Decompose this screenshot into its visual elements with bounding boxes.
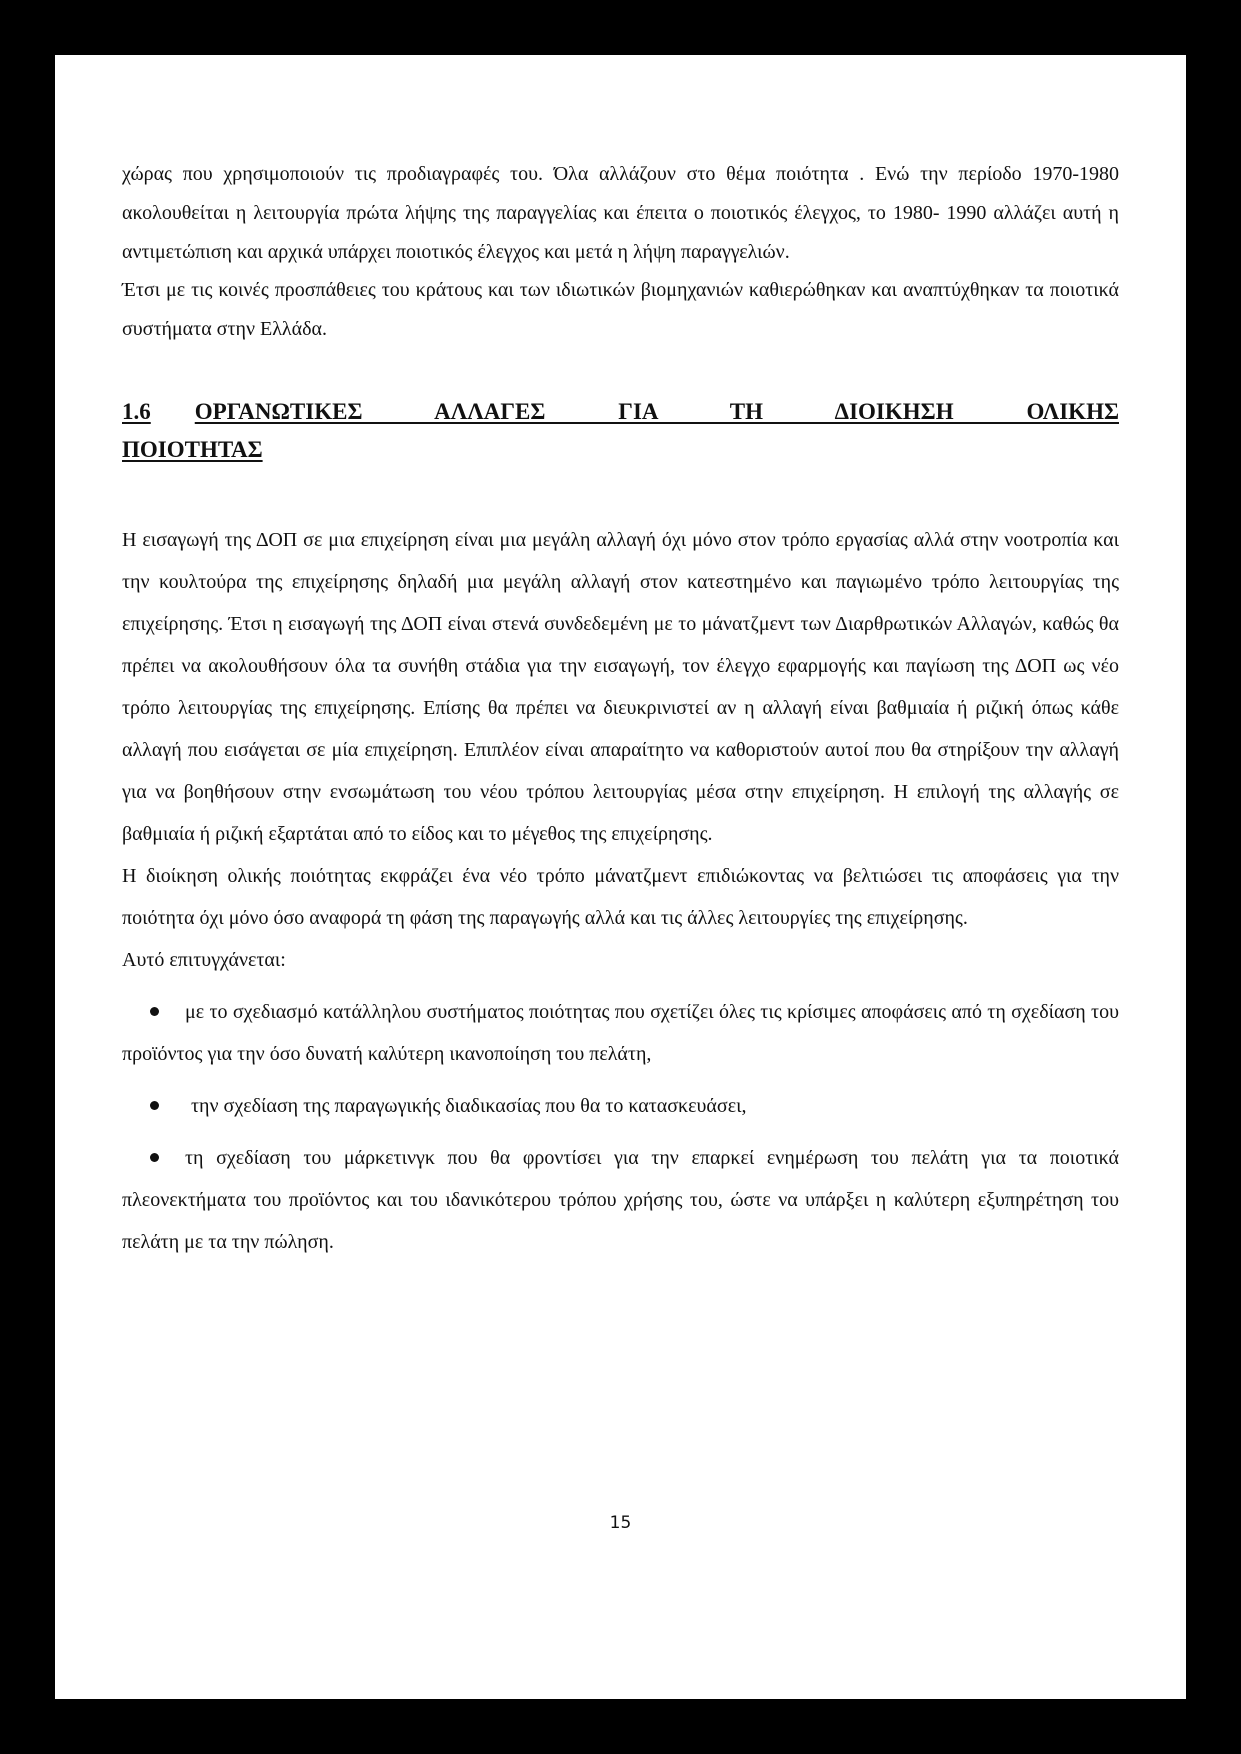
section-title-line-1: ΟΡΓΑΝΩΤΙΚΕΣ ΑΛΛΑΓΕΣ ΓΙΑ ΤΗ ΔΙΟΙΚΗΣΗ ΟΛΙΚΗΣ (194, 398, 1119, 424)
body-paragraph-1: Η εισαγωγή της ΔΟΠ σε μια επιχείρηση είναι μια μεγάλη αλλαγή όχι μόνο στον τρόπο εργασίας αλλά στην νοοτροπία και την κουλτούρα της επιχείρησης δηλαδή μια μεγάλη αλλαγή στον κατεστημένο και παγιωμένο τρόπο λειτουργίας της επιχείρησης. Έτσι η εισαγωγή της ΔΟΠ είναι στενά συνδεδεμένη με το μάνατζμεντ των Διαρθρωτικών Αλλαγών, καθώς θα πρέπει να ακολουθήσουν όλα τα συνήθη στάδια για την εισαγωγή, τον έλεγχο εφαρμογής και παγίωση της ΔΟΠ ως νέο τρόπο λειτουργίας της επιχείρησης. Επίσης θα πρέπει να διευκρινιστεί αν η αλλαγή είναι βαθμιαία ή ριζική όπως κάθε αλλαγή που εισάγεται σε μία επιχείρηση. Επιπλέον είναι απαραίτητο να καθοριστούν αυτοί που θα στηρίξουν την αλλαγή για να βοηθήσουν στην ενσωμάτωση του νέου τρόπου λειτουργίας μέσα στην επιχείρηση. Η επιλογή της αλλαγής σε βαθμιαία ή ριζική εξαρτάται από το είδος και το μέγεθος της επιχείρησης. (122, 528, 1119, 845)
list-item-text: τη σχεδίαση του μάρκετινγκ που θα φροντίσει για την επαρκεί ενημέρωση του πελάτη για τα ποιοτικά πλεονεκτήματα του προϊόντος και του ιδανικότερου τρόπου χρήσης του, ώστε να υπάρξει η καλύτερη εξυπηρέτηση του πελάτη με τα την πώληση. (122, 1146, 1119, 1253)
list-item (122, 1085, 1119, 1127)
section-heading-line-1 (122, 393, 1119, 431)
body-paragraph-2: Η διοίκηση ολικής ποιότητας εκφράζει ένα νέο τρόπο μάνατζμεντ επιδιώκοντας να βελτιώσει τις αποφάσεις για την ποιότητα όχι μόνο όσο αναφορά τη φάση της παραγωγής αλλά και τις άλλες λειτουργίες της επιχείρησης. (122, 864, 1119, 929)
document-page (55, 55, 1186, 1699)
section-heading (122, 393, 1119, 469)
list-item (122, 991, 1119, 1075)
list-lead-line: Αυτό επιτυγχάνεται: (122, 948, 286, 971)
section-title-line-2: ΠΟΙΟΤΗΤΑΣ (122, 436, 263, 462)
page-number: 15 (609, 1513, 632, 1533)
list-item-text: με το σχεδιασμό κατάλληλου συστήματος ποιότητας που σχετίζει όλες τις κρίσιμες αποφάσεις από τη σχεδίαση του προϊόντος για την όσο δυνατή καλύτερη ικανοποίηση του πελάτη, (122, 1000, 1119, 1065)
list-item (122, 1137, 1119, 1263)
list-item-text: την σχεδίαση της παραγωγικής διαδικασίας που θα το κατασκευάσει, (191, 1094, 747, 1117)
intro-paragraph-2: Έτσι με τις κοινές προσπάθειες του κράτους και των ιδιωτικών βιομηχανιών καθιερώθηκαν και αναπτύχθηκαν τα ποιοτικά συστήματα στην Ελλάδα. (122, 279, 1119, 341)
page-content (122, 155, 1119, 1263)
bullet-dot-icon (150, 1007, 159, 1016)
bullet-dot-icon (150, 1101, 159, 1110)
intro-paragraph-1: χώρας που χρησιμοποιούν τις προδιαγραφές του. Όλα αλλάζουν στο θέμα ποιότητα . Ενώ την περίοδο 1970-1980 ακολουθείται η λειτουργία πρώτα λήψης της παραγγελίας και έπειτα ο ποιοτικός έλεγχος, το 1980- 1990 αλλάζει αυτή η αντιμετώπιση και αρχικά υπάρχει ποιοτικός έλεγχος και μετά η λήψη παραγγελιών. (122, 163, 1119, 263)
bullet-dot-icon (150, 1153, 159, 1162)
section-body (122, 519, 1119, 1263)
bullet-list (122, 991, 1119, 1263)
section-number: 1.6 (122, 398, 151, 424)
